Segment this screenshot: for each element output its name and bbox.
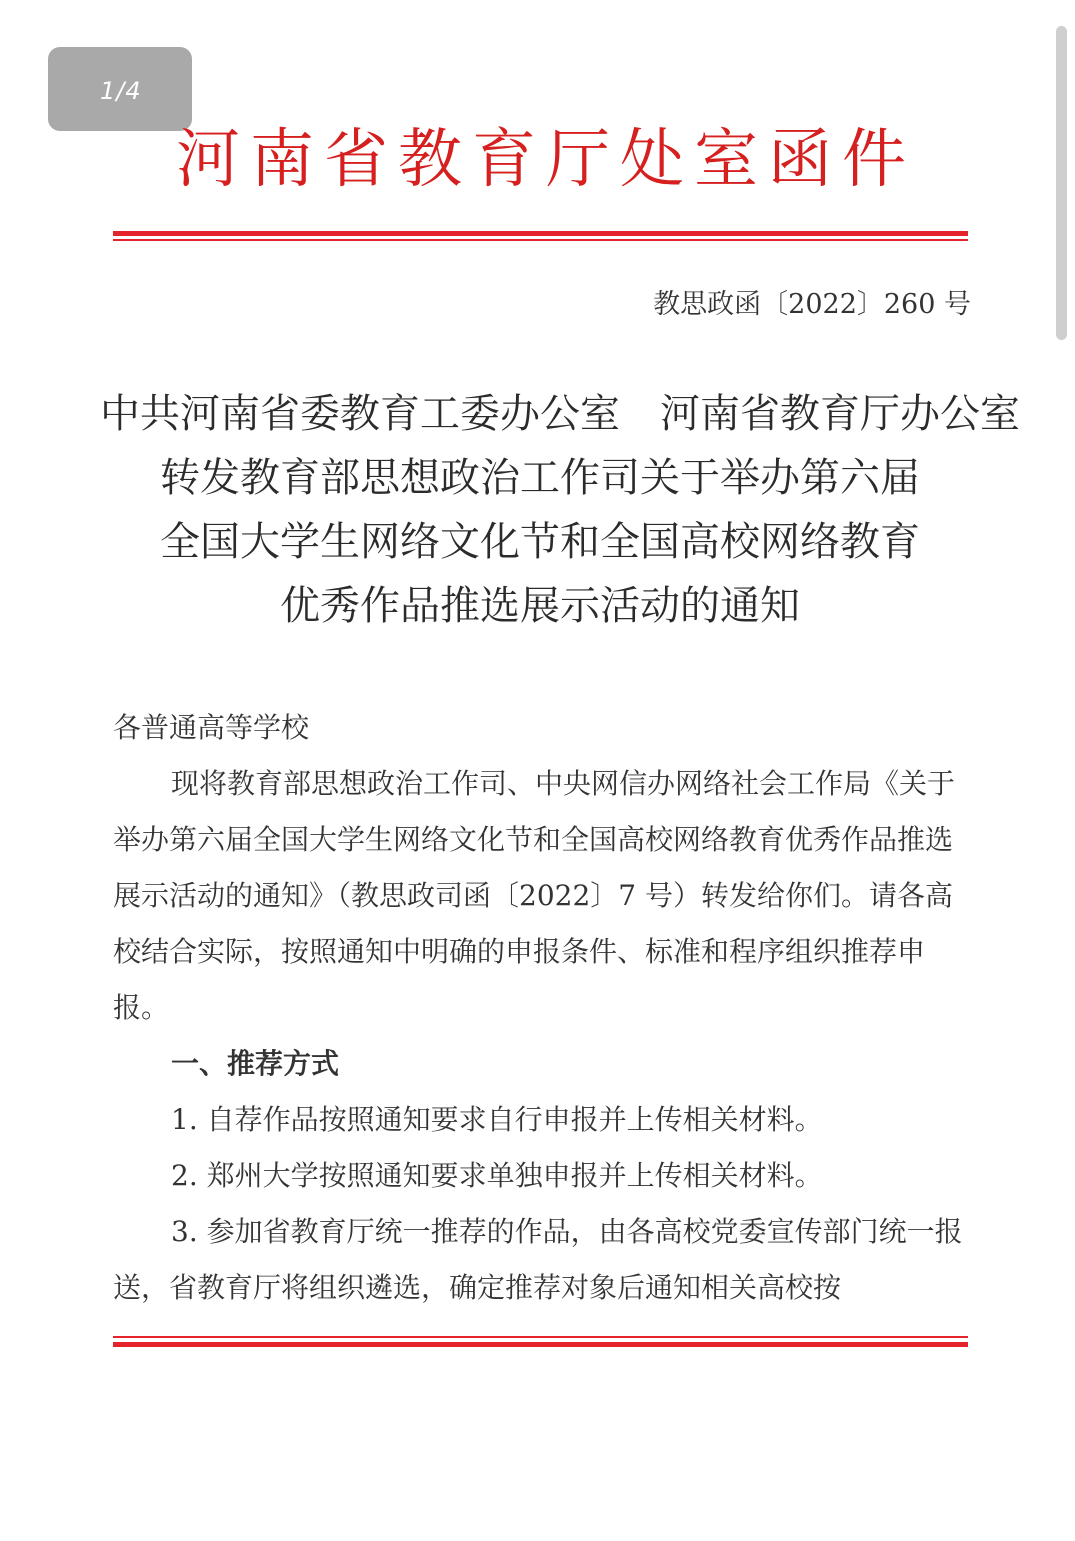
document-title xyxy=(100,382,1020,638)
title-line: 转发教育部思想政治工作司关于举办第六届 xyxy=(160,455,920,501)
title-line: 优秀作品推选展示活动的通知 xyxy=(280,583,800,629)
paragraph: 现将教育部思想政治工作司、中央网信办网络社会工作局《关于举办第六届全国大学生网络文化节和全国高校网络教育优秀作品推选展示活动的通知》（教思政司函〔2022〕7 号）转发给你们。请各高校结合实际，按照通知中明确的申报条件、标准和程序组织推荐申报。 xyxy=(113,767,956,1024)
page-indicator: 1/4 xyxy=(48,47,192,131)
list-item: 3. 参加省教育厅统一推荐的作品，由各高校党委宣传部门统一报送，省教育厅将组织遴选，确定推荐对象后通知相关高校按 xyxy=(113,1215,963,1304)
scrollbar[interactable] xyxy=(1056,26,1067,340)
footer-rule-thick xyxy=(113,1342,968,1347)
document-number: 教思政函〔2022〕260 号 xyxy=(653,289,971,320)
document-body xyxy=(113,700,975,1316)
title-line: 中共河南省委教育工委办公室 河南省教育厅办公室 xyxy=(100,391,1020,437)
list-item: 1. 自荐作品按照通知要求自行申报并上传相关材料。 xyxy=(171,1103,823,1136)
letterhead-rule-thick xyxy=(113,231,968,236)
letterhead-title: 河南省教育厅处室函件 xyxy=(176,123,916,197)
list-item: 2. 郑州大学按照通知要求单独申报并上传相关材料。 xyxy=(171,1159,823,1192)
letterhead-rule-thin xyxy=(113,239,968,241)
salutation: 各普通高等学校 xyxy=(113,711,310,744)
footer-rule-thin xyxy=(113,1336,968,1338)
title-line: 全国大学生网络文化节和全国高校网络教育 xyxy=(160,519,920,565)
section-heading: 一、推荐方式 xyxy=(171,1047,340,1080)
